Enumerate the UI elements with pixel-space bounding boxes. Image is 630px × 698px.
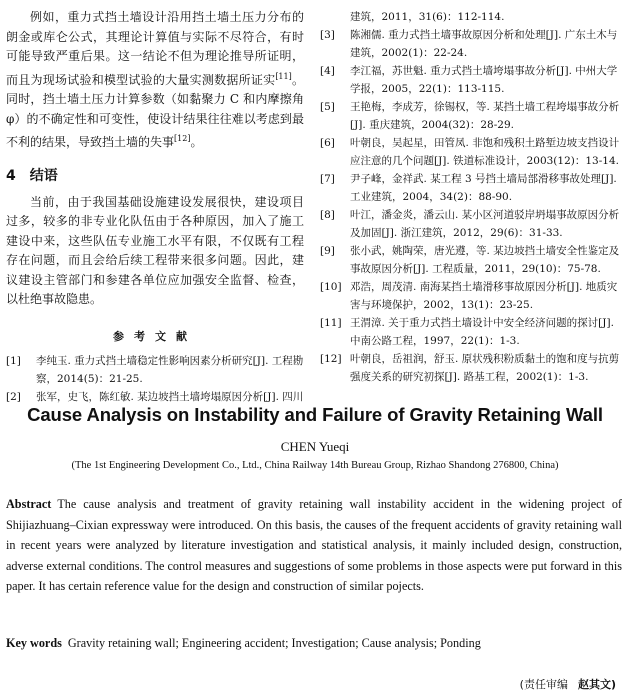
keywords-label: Key words	[6, 636, 62, 650]
english-abstract	[6, 494, 622, 597]
abstract-text: The cause analysis and treatment of gravity retaining wall instability accident in the widening project of Shijiazhuang–Cixian expressway were introduced. On this basis, the causes of the frequent accidents of gravity retaining wall in recent years were analyzed by literature investigation and statistical analysis, it mainly included design, construction, adverse external conditions. The control measures and suggestions of some problems in those aspects were put forward in this paper. It has certain reference value for the design and construction of similar pojects.	[6, 497, 622, 593]
reference-item: [4] 李江福，苏世魁. 重力式挡土墙垮塌事故分析[J]. 中州大学学报，2005，22(1)：113-115.	[320, 65, 618, 95]
english-keywords	[6, 636, 622, 651]
section-heading: 4 结语	[6, 167, 58, 184]
body-paragraph-2: 当前，由于我国基础设施建设发展很快，建设项目过多，较多的非专业化队伍由于各种原因，加入了施工建设中来，这些队伍专业施工水平有限，不仅既有工程存在问题，而且会给后续工程带来很多问题。因此，建议建设主管部门和参建各单位应加强安全监督、检查，以杜绝事故隐患。	[6, 194, 304, 306]
keywords-text: Gravity retaining wall; Engineering accident; Investigation; Cause analysis; Ponding	[67, 636, 481, 650]
reference-continuation: 建筑，2011，31(6)：112-114.	[350, 11, 505, 23]
reference-item: [2] 张军，史飞，陈红敏. 某边坡挡土墙垮塌原因分析[J]. 四川	[6, 390, 304, 403]
english-author: CHEN Yueqi	[280, 439, 350, 454]
reference-item: [1] 李纯玉. 重力式挡土墙稳定性影响因素分析研究[J]. 工程勘察，2014(5)：21-25.	[6, 354, 304, 385]
english-title: Cause Analysis on Instability and Failure of Gravity Retaining Wall	[27, 404, 603, 425]
references-title: 参考文献	[113, 329, 197, 343]
right-column	[320, 8, 622, 386]
reference-item: [7] 尹子峰，金祥武. 某工程 3 号挡土墙局部滑移事故处理[J]. 工业建筑，2004，34(2)：88-90.	[320, 173, 617, 203]
body-paragraph-1: 例如，重力式挡土墙设计沿用挡土墙土压力分布的朗金或库仑公式，其理论计算值与实际不尽符合，有时可能导致严重后果。这一结论不但为理论推导所证明，而且为现场试验和模型试验的大量实测数据所证实[11]。同时，挡土墙土压力计算参数（如黏聚力 C 和内摩擦角 φ）的不确定性和可变性，使设计结果往往难以考虑到最不利的结果，导致挡土墙的失事[12]。	[6, 10, 304, 149]
left-column	[6, 8, 304, 406]
reference-item: [11] 王渭漳. 关于重力式挡土墙设计中安全经济问题的探讨[J]. 中南公路工程，1997，22(1)：1-3.	[320, 317, 614, 347]
reference-item: [6] 叶朝良，吴起星，田管凤. 非饱和残积土路堑边坡支挡设计应注意的几个问题[J]. 铁道标准设计，2003(12)：13-14.	[320, 137, 620, 167]
reference-item: [8] 叶江，潘金炎，潘云山. 某小区河道驳岸坍塌事故原因分析及加固[J]. 浙江建筑，2012，29(6)：31-33.	[320, 209, 620, 239]
reference-item: [10] 邓浩，周茂清. 南海某挡土墙滑移事故原因分析[J]. 地质灾害与环境保护，2002，13(1)：23-25.	[320, 281, 618, 311]
english-affiliation: (The 1st Engineering Development Co., Ltd., China Railway 14th Bureau Group, Rizhao Shandong 276800, China)	[71, 460, 559, 471]
reference-item: [5] 王艳梅，李成芳，徐锡权，等. 某挡土墙工程垮塌事故分析[J]. 重庆建筑，2004(32)：28-29.	[320, 101, 620, 131]
abstract-label: Abstract	[6, 497, 52, 511]
reference-item: [9] 张小武，姚陶荣，唐光遵，等. 某边坡挡土墙安全性鉴定及事故原因分析[J]. 工程质量，2011，29(10)：75-78.	[320, 245, 620, 275]
reference-item: [3] 陈湘儒. 重力式挡土墙事故原因分析和处理[J]. 广东土木与建筑，2002(1)：22-24.	[320, 29, 618, 59]
reference-item: [12] 叶朝良，岳祖润，舒玉. 原状残积粉质黏土的饱和度与抗剪强度关系的研究初探[J]. 路基工程，2002(1)：1-3.	[320, 353, 620, 383]
editor-note: (责任审编 赵其文)	[519, 678, 616, 691]
